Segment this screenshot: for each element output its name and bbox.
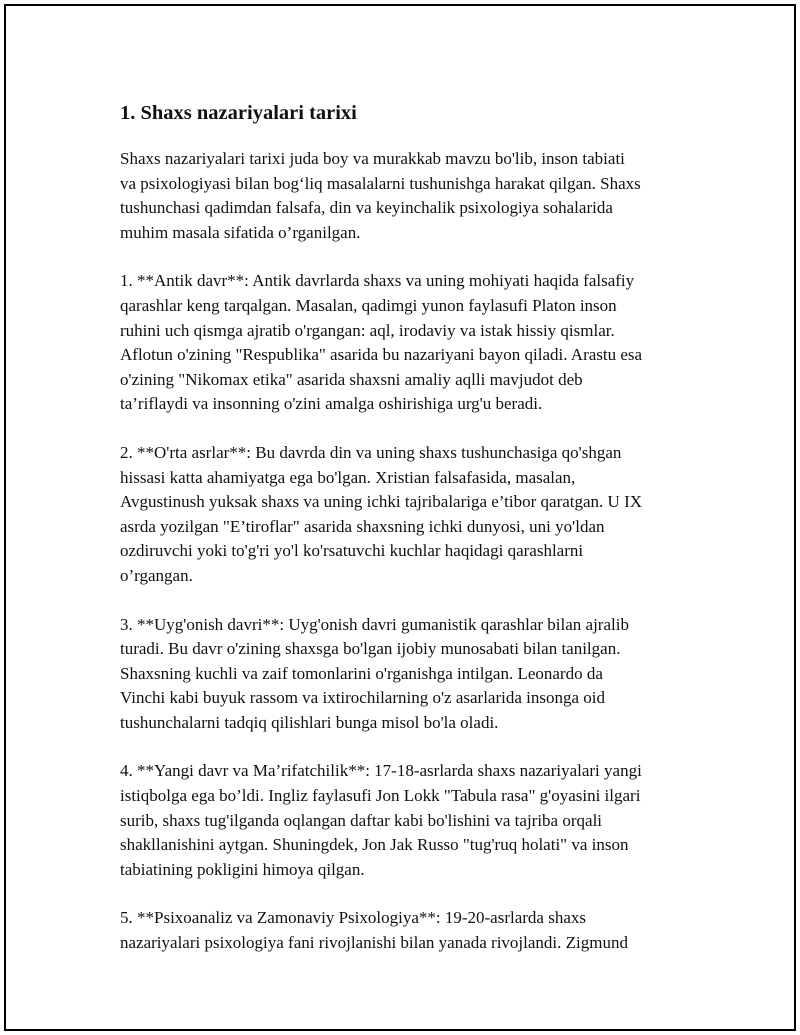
text-line: Shaxs nazariyalari tarixi juda boy va murakkab mavzu bo'lib, inson tabiati [120, 149, 625, 168]
text-line: turadi. Bu davr o'zining shaxsga bo'lgan ijobiy munosabati bilan tanilgan. [120, 639, 621, 659]
document-title: 1. Shaxs nazariyalari tarixi [120, 102, 357, 124]
document-body [120, 99, 700, 980]
text-line: va psixologiyasi bilan bog‘liq masalalarni tushunishga harakat qilgan. Shaxs [120, 173, 641, 193]
text-line: muhim masala sifatida o’rganilgan. [120, 222, 361, 242]
text-line: 5. **Psixoanaliz va Zamonaviy Psixologiya**: 19-20-asrlarda shaxs [120, 908, 586, 928]
yangi-davr-paragraph [120, 759, 700, 882]
intro-paragraph [120, 147, 700, 245]
text-line: Shaxsning kuchli va zaif tomonlarini o'rganishga intilgan. Leonardo da [120, 663, 603, 683]
text-line: tabiatining pokligini himoya qilgan. [120, 859, 365, 879]
text-line: hissasi katta ahamiyatga ega bo'lgan. Xristian falsafasida, masalan, [120, 467, 576, 487]
text-line: tushunchalarni tadqiq qilishlari bunga misol bo'la oladi. [120, 712, 499, 732]
text-line: Vinchi kabi buyuk rassom va ixtirochilarning o'z asarlarida insonga oid [120, 688, 606, 708]
text-line: 2. **O'rta asrlar**: Bu davrda din va uning shaxs tushunchasiga qo'shgan [120, 442, 622, 462]
text-line: 3. **Uyg'onish davri**: Uyg'onish davri gumanistik qarashlar bilan ajralib [120, 614, 629, 634]
psixoanaliz-paragraph [120, 906, 700, 955]
text-line: istiqbolga ega bo’ldi. Ingliz faylasufi Jon Lokk "Tabula rasa" g'oyasini ilgari [120, 786, 641, 806]
text-line: 4. **Yangi davr va Ma’rifatchilik**: 17-18-asrlarda shaxs nazariyalari yangi [120, 761, 642, 781]
text-line: qarashlar keng tarqalgan. Masalan, qadimgi yunon faylasufi Platon inson [120, 295, 617, 315]
text-line: Avgustinush yuksak shaxs va uning ichki tajribalariga e’tibor qaratgan. U IX [120, 492, 643, 512]
text-line: 1. **Antik davr**: Antik davrlarda shaxs va uning mohiyati haqida falsafiy [120, 271, 635, 291]
uygonish-davri-paragraph [120, 613, 700, 736]
text-line: ozdiruvchi yoki to'g'ri yo'l ko'rsatuvchi kuchlar haqidagi qarashlarni [120, 541, 584, 561]
antik-davr-paragraph [120, 269, 700, 417]
text-line: tushunchasi qadimdan falsafa, din va keyinchalik psixologiya sohalarida [120, 198, 613, 218]
text-line: asrda yozilgan "E’tiroflar" asarida shaxsning ichki dunyosi, uni yo'ldan [120, 516, 605, 536]
text-line: shakllanishini aytgan. Shuningdek, Jon Jak Russo "tug'ruq holati" va inson [120, 835, 629, 855]
text-line: ta’riflaydi va insonning o'zini amalga oshirishiga urg'u beradi. [120, 394, 543, 414]
orta-asrlar-paragraph [120, 441, 700, 589]
text-line: ruhini uch qismga ajratib o'rgangan: aql, irodaviy va istak hissiy qismlar. [120, 320, 615, 340]
text-line: surib, shaxs tug'ilganda oqlangan daftar kabi bo'lishini va tajriba orqali [120, 810, 603, 830]
text-line: nazariyalari psixologiya fani rivojlanishi bilan yanada rivojlandi. Zigmund [120, 933, 628, 953]
text-line: Aflotun o'zining "Respublika" asarida bu nazariyani bayon qiladi. Arastu esa [120, 345, 643, 365]
page-frame [4, 4, 796, 1031]
text-line: o'zining "Nikomax etika" asarida shaxsni amaliy aqlli mavjudot deb [120, 369, 583, 389]
text-line: o’rgangan. [120, 565, 193, 585]
